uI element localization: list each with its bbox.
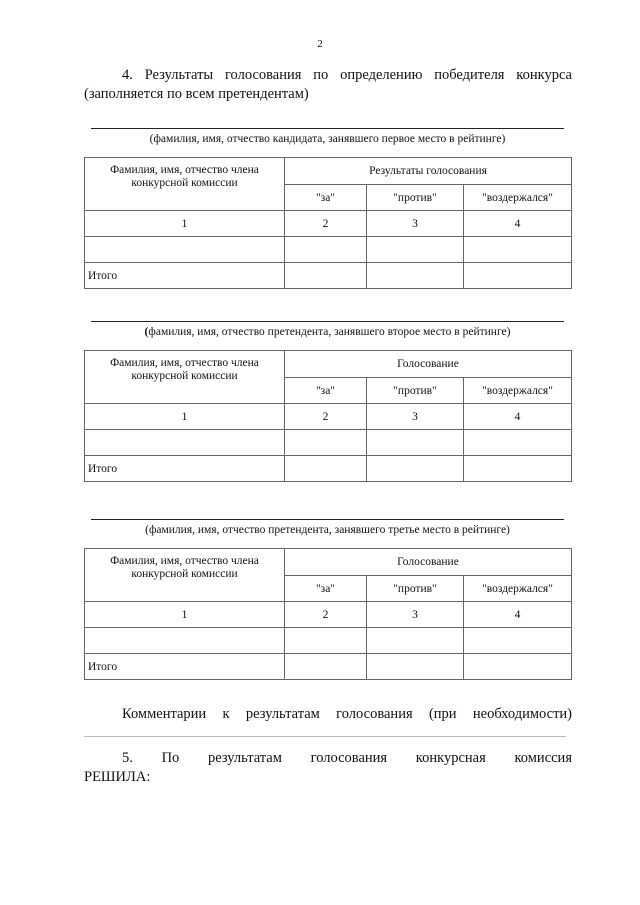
col-number: 2 — [285, 602, 367, 628]
against-cell[interactable] — [367, 430, 464, 456]
total-for-cell[interactable] — [285, 456, 367, 482]
for-cell[interactable] — [285, 430, 367, 456]
col-number: 3 — [367, 211, 464, 237]
col-abstained: "воздержался" — [464, 576, 572, 602]
col-number: 3 — [367, 602, 464, 628]
abstained-cell[interactable] — [464, 628, 572, 654]
vote-table — [84, 548, 572, 680]
col-number: 1 — [85, 404, 285, 430]
member-header: Фамилия, имя, отчество члена конкурсной комиссии — [85, 158, 285, 211]
member-cell[interactable] — [85, 628, 285, 654]
member-header: Фамилия, имя, отчество члена конкурсной комиссии — [85, 549, 285, 602]
total-against-cell[interactable] — [367, 456, 464, 482]
abstained-cell[interactable] — [464, 430, 572, 456]
candidate-name-line — [91, 321, 564, 322]
total-for-cell[interactable] — [285, 654, 367, 680]
section-4-heading — [84, 66, 572, 104]
vote-table — [84, 157, 572, 289]
vote-block-second-place — [84, 321, 571, 482]
section-5-line1: 5. По результатам голосования конкурсная комиссия — [122, 750, 572, 766]
against-cell[interactable] — [367, 237, 464, 263]
col-number: 1 — [85, 211, 285, 237]
abstained-cell[interactable] — [464, 237, 572, 263]
candidate-caption: (фамилия, имя, отчество претендента, занявшего третье место в рейтинге) — [145, 524, 510, 536]
total-against-cell[interactable] — [367, 654, 464, 680]
candidate-caption: (фамилия, имя, отчество претендента, занявшего второе место в рейтинге) — [144, 326, 511, 338]
col-against: "против" — [367, 185, 464, 211]
member-cell[interactable] — [85, 237, 285, 263]
section-4-line2: (заполняется по всем претендентам) — [84, 86, 309, 102]
total-abstained-cell[interactable] — [464, 654, 572, 680]
col-number: 4 — [464, 211, 572, 237]
col-number: 2 — [285, 211, 367, 237]
col-number: 2 — [285, 404, 367, 430]
section-5-line2: РЕШИЛА: — [84, 769, 151, 785]
total-for-cell[interactable] — [285, 263, 367, 289]
col-for: "за" — [285, 378, 367, 404]
comment-heading: Комментарии к результатам голосования (при необходимости) — [122, 706, 572, 722]
col-abstained: "воздержался" — [464, 185, 572, 211]
col-against: "против" — [367, 576, 464, 602]
section-5-heading — [84, 749, 572, 787]
total-label: Итого — [85, 263, 285, 289]
total-label: Итого — [85, 654, 285, 680]
section-4-line1: 4. Результаты голосования по определению победителя конкурса — [122, 67, 572, 83]
total-abstained-cell[interactable] — [464, 263, 572, 289]
col-number: 4 — [464, 404, 572, 430]
col-for: "за" — [285, 576, 367, 602]
col-against: "против" — [367, 378, 464, 404]
col-abstained: "воздержался" — [464, 378, 572, 404]
total-label: Итого — [85, 456, 285, 482]
col-for: "за" — [285, 185, 367, 211]
col-number: 1 — [85, 602, 285, 628]
group-header: Голосование — [285, 549, 572, 576]
page-number: 2 — [317, 38, 323, 50]
total-against-cell[interactable] — [367, 263, 464, 289]
group-header: Голосование — [285, 351, 572, 378]
vote-block-first-place — [84, 128, 571, 289]
member-cell[interactable] — [85, 430, 285, 456]
comment-line[interactable] — [84, 736, 566, 737]
candidate-name-line — [91, 519, 564, 520]
vote-table — [84, 350, 572, 482]
against-cell[interactable] — [367, 628, 464, 654]
for-cell[interactable] — [285, 628, 367, 654]
col-number: 4 — [464, 602, 572, 628]
group-header: Результаты голосования — [285, 158, 572, 185]
member-header: Фамилия, имя, отчество члена конкурсной комиссии — [85, 351, 285, 404]
total-abstained-cell[interactable] — [464, 456, 572, 482]
for-cell[interactable] — [285, 237, 367, 263]
candidate-name-line — [91, 128, 564, 129]
vote-block-third-place — [84, 519, 571, 680]
candidate-caption: (фамилия, имя, отчество кандидата, занявшего первое место в рейтинге) — [149, 133, 506, 145]
col-number: 3 — [367, 404, 464, 430]
